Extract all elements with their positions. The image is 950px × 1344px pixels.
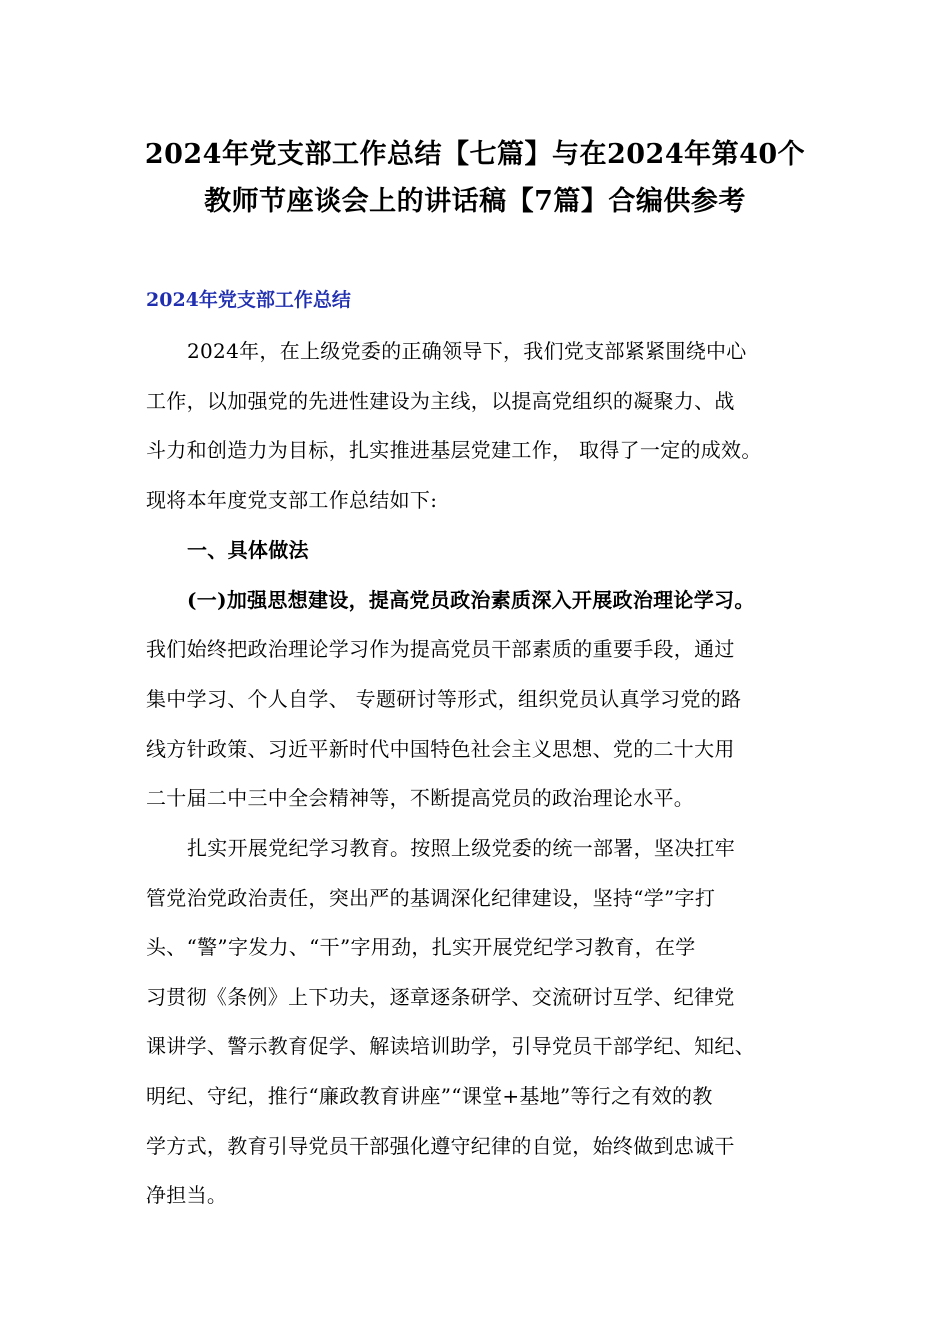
paragraph-3-line-6: 明纪、守纪，推行“廉政教育讲座”“课堂+基地”等行之有效的教 xyxy=(146,1084,713,1108)
paragraph-2-line-2: 集中学习、个人自学、 专题研讨等形式，组织党员认真学习党的路 xyxy=(146,687,742,711)
paragraph-3-line-3: 头、“警”字发力、“干”字用劲，扎实开展党纪学习教育，在学 xyxy=(146,935,696,959)
section-heading: 2024年党支部工作总结 xyxy=(146,289,351,311)
paragraph-1-line-2: 工作，以加强党的先进性建设为主线，以提高党组织的凝聚力、战 xyxy=(146,389,735,413)
document-title-line-1: 2024年党支部工作总结【七篇】与在2024年第40个 xyxy=(144,139,806,170)
paragraph-3-line-1: 扎实开展党纪学习教育。按照上级党委的统一部署，坚决扛牢 xyxy=(187,836,736,860)
paragraph-2-line-1: 我们始终把政治理论学习作为提高党员干部素质的重要手段，通过 xyxy=(146,637,735,661)
paragraph-3-line-5: 课讲学、警示教育促学、解读培训助学，引导党员干部学纪、知纪、 xyxy=(146,1034,755,1058)
paragraph-3-line-2: 管党治党政治责任，突出严的基调深化纪律建设，坚持“学”字打 xyxy=(146,886,716,910)
paragraph-3-line-7: 学方式，教育引导党员干部强化遵守纪律的自觉，始终做到忠诚干 xyxy=(146,1134,735,1158)
subheading-ideological-building: (一)加强思想建设，提高党员政治素质深入开展政治理论学习。 xyxy=(187,588,755,612)
paragraph-3-line-4: 习贯彻《条例》上下功夫，逐章逐条研学、交流研讨互学、纪律党 xyxy=(146,985,735,1009)
paragraph-1-line-1: 2024年，在上级党委的正确领导下，我们党支部紧紧围绕中心 xyxy=(187,339,747,363)
document-title-line-2: 教师节座谈会上的讲话稿【7篇】合编供参考 xyxy=(204,186,746,217)
paragraph-2-line-3: 线方针政策、习近平新时代中国特色社会主义思想、党的二十大用 xyxy=(146,737,735,761)
heading-concrete-practices: 一、具体做法 xyxy=(187,538,309,562)
paragraph-3-line-8: 净担当。 xyxy=(146,1183,228,1207)
paragraph-1-line-3: 斗力和创造力为目标，扎实推进基层党建工作， 取得了一定的成效。 xyxy=(146,438,762,462)
paragraph-2-line-4: 二十届二中三中全会精神等，不断提高党员的政治理论水平。 xyxy=(146,786,695,810)
paragraph-1-line-4: 现将本年度党支部工作总结如下: xyxy=(146,488,438,512)
